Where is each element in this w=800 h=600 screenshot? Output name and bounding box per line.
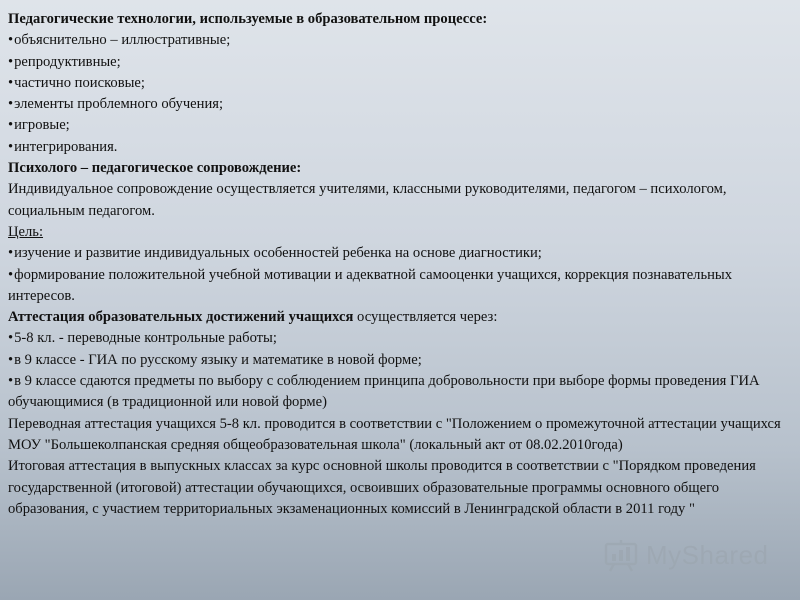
transfer-paragraph: Переводная аттестация учащихся 5-8 кл. проводится в соответствии с "Положением о промежуточной аттестации учащихся МОУ "Большеколпанская средняя общеобразовательная школа" (локальный акт от 08.02.2010года) bbox=[8, 415, 781, 453]
watermark-logo bbox=[604, 535, 774, 575]
goal-item: • изучение и развитие индивидуальных особенностей ребенка на основе диагностики; bbox=[8, 243, 793, 264]
tech-item: • элементы проблемного обучения; bbox=[8, 94, 793, 115]
tech-heading: Педагогические технологии, используемые в образовательном процессе: bbox=[8, 11, 488, 27]
attestation-item: • в 9 классе - ГИА по русскому языку и математике в новой форме; bbox=[8, 350, 793, 371]
final-paragraph: Итоговая аттестация в выпускных классах за курс основной школы проводится в соответствии с "Порядком проведения государственной (итоговой) аттестации обучающихся, освоивших образовательные программы основного общего образования, с участием территориальных экзаменационных комиссий в Ленинградской области в 2011 году " bbox=[8, 458, 756, 517]
tech-item: • игровые; bbox=[8, 115, 793, 136]
tech-item: • интегрирования. bbox=[8, 137, 793, 158]
presentation-screen-icon bbox=[604, 538, 640, 572]
attestation-heading-rest: осуществляется через: bbox=[353, 309, 498, 326]
attestation-item: • 5-8 кл. - переводные контрольные работы; bbox=[8, 328, 793, 349]
attestation-item: • в 9 классе сдаются предметы по выбору с соблюдением принципа добровольности при выборе формы проведения ГИА обучающимися (в традиционной или новой форме) bbox=[8, 371, 793, 414]
slide-content bbox=[8, 9, 793, 520]
attestation-heading-bold: Аттестация образовательных достижений учащихся bbox=[8, 309, 354, 326]
tech-item: • частично поисковые; bbox=[8, 73, 793, 94]
tech-item: • объяснительно – иллюстративные; bbox=[8, 30, 793, 51]
goal-label: Цель: bbox=[8, 223, 44, 240]
goal-item: • формирование положительной учебной мотивации и адекватной самооценки учащихся, коррекция познавательных интересов. bbox=[8, 265, 793, 308]
watermark-text: MyShared bbox=[646, 539, 769, 570]
attestation-heading bbox=[8, 307, 793, 328]
support-paragraph: Индивидуальное сопровождение осуществляется учителями, классными руководителями, педагогом – психологом, социальным педагогом. bbox=[8, 181, 727, 219]
support-heading: Психолого – педагогическое сопровождение: bbox=[8, 160, 302, 177]
tech-item: • репродуктивные; bbox=[8, 52, 793, 73]
